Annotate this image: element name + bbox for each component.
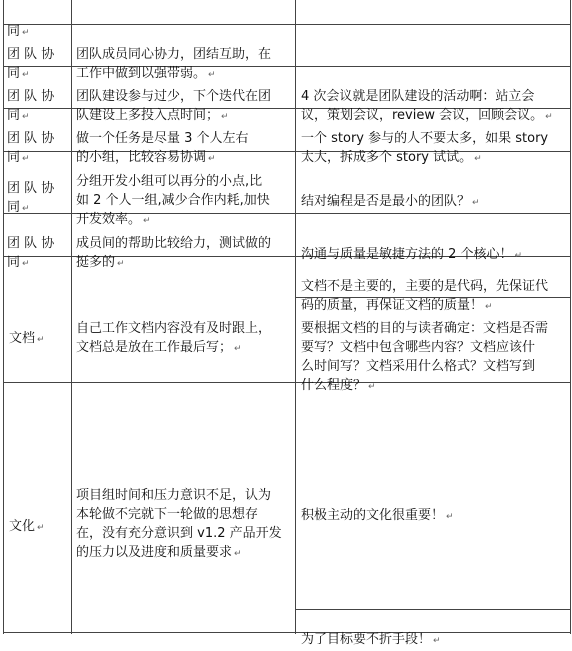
issue-text: 分组开发小组可以再分的小点,比 如 2 个人一组,减少合作内耗,加快 开发效率。 <box>76 174 270 227</box>
paragraph-mark: ↵ <box>234 549 242 559</box>
paragraph-mark: ↵ <box>234 344 242 354</box>
category-cell <box>9 310 69 350</box>
comment-text: 4 次会议就是团队建设的活动啊：站立会 议，策划会议，review 会议，回顾会议。 <box>301 89 544 123</box>
issue-text: 成员间的帮助比较给力，测试做的 挺多的 <box>76 236 272 270</box>
comment-text: 沟通与质量是敏捷方法的 2 个核心！ <box>301 247 513 262</box>
issue-cell <box>76 215 292 274</box>
comment-cell <box>301 173 569 213</box>
comment-text: 一个 story 参与的人不要太多，如果 story 太大，拆成多个 story 试试。 <box>301 131 549 165</box>
paragraph-mark: ↵ <box>22 70 30 80</box>
comment-text: 要根据文档的目的与读者确定：文档是否需 要写？文档中包含哪些内容？文档应该什 么时间写？文档采用什么格式？文档写到 什么程度？ <box>301 321 549 393</box>
issue-text: 做一个任务是尽量 3 个人左右 的小组，比较容易协调 <box>76 131 249 165</box>
paragraph-mark: ↵ <box>433 636 441 646</box>
paragraph-mark: ↵ <box>221 112 229 122</box>
col-divider <box>295 0 296 634</box>
category-cell <box>9 498 69 538</box>
category-cell <box>7 215 69 274</box>
issue-text: 团队成员同心协力，团结互助，在 工作中做到以强带弱。 <box>76 47 272 81</box>
issue-cell <box>76 467 292 564</box>
row-divider <box>3 24 571 25</box>
paragraph-mark: ↵ <box>37 523 45 533</box>
category-text: 团 队 协 同 <box>7 131 55 165</box>
comment-text: 文档不是主要的，主要的是代码，先保证代 码的质量，再保证文档的质量！ <box>301 279 549 313</box>
paragraph-mark: ↵ <box>545 112 553 122</box>
paragraph-mark: ↵ <box>368 382 376 392</box>
category-text: 文档 <box>9 331 36 346</box>
paragraph-mark: ↵ <box>22 259 30 269</box>
category-text: 团 队 协 同 <box>7 236 55 270</box>
category-cell <box>7 160 69 219</box>
paragraph-mark: ↵ <box>117 259 125 269</box>
issue-text: 自己工作文档内容没有及时跟上， 文档总是放在工作最后写； <box>76 321 272 355</box>
paragraph-mark: ↵ <box>474 154 482 164</box>
comment-text: 结对编程是否是最小的团队？ <box>301 194 471 209</box>
comment-text: 为了目标要不折手段！ <box>301 632 432 647</box>
category-text: 同 <box>7 24 21 39</box>
issue-text: 团队建设参与过少，下个迭代在团 队建设上多投入点时间； <box>76 89 272 123</box>
comment-cell <box>301 300 569 397</box>
row-divider <box>295 609 571 610</box>
issue-cell <box>76 300 292 359</box>
paragraph-mark: ↵ <box>143 216 151 226</box>
paragraph-mark: ↵ <box>472 198 480 208</box>
paragraph-mark: ↵ <box>208 154 216 164</box>
paragraph-mark: ↵ <box>446 512 454 522</box>
comment-cell <box>301 611 569 651</box>
category-text: 团 队 协 同 <box>7 89 55 123</box>
category-text: 团 队 协 同 <box>7 47 55 81</box>
comment-cell <box>301 487 569 527</box>
paragraph-mark: ↵ <box>37 335 45 345</box>
comment-cell <box>301 110 569 169</box>
col-divider <box>3 0 4 634</box>
paragraph-mark: ↵ <box>208 70 216 80</box>
paragraph-mark: ↵ <box>22 28 30 38</box>
issue-text: 项目组时间和压力意识不足，认为 本轮做不完就下一轮做的思想存 在，没有充分意识到 v1.2 产品开发 的压力以及进度和质量要求 <box>76 488 282 560</box>
col-divider <box>71 0 72 634</box>
category-text: 文化 <box>9 519 36 534</box>
paragraph-mark: ↵ <box>22 154 30 164</box>
review-table <box>3 0 571 647</box>
paragraph-mark: ↵ <box>22 204 30 214</box>
category-text: 团 队 协 同 <box>7 181 55 215</box>
paragraph-mark: ↵ <box>514 251 523 261</box>
col-divider <box>570 0 571 634</box>
comment-text: 积极主动的文化很重要！ <box>301 508 445 523</box>
paragraph-mark: ↵ <box>22 112 30 122</box>
paragraph-mark: ↵ <box>485 302 493 312</box>
